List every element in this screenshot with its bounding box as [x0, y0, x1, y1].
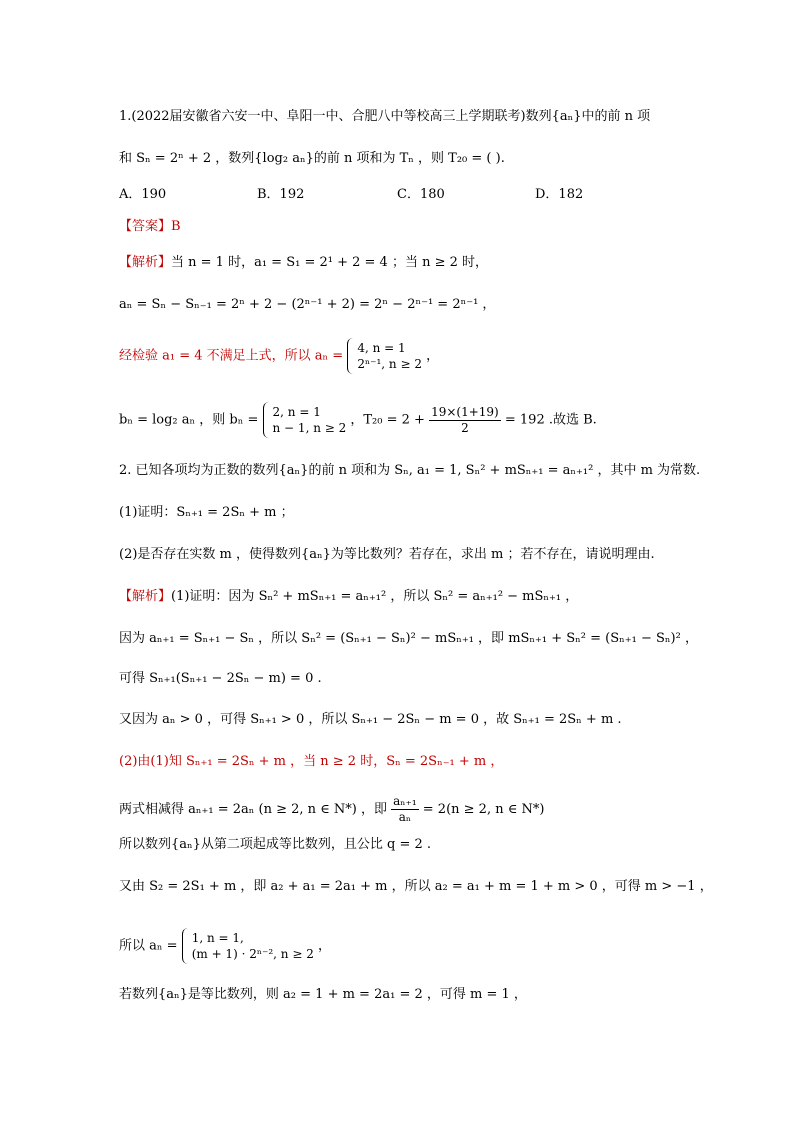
q2-sol6-denominator: aₙ	[398, 810, 412, 824]
q1-sol4-prefix: bₙ = log₂ aₙ ，则 bₙ =	[119, 412, 259, 428]
q1-analysis-label: 【解析】	[119, 255, 172, 270]
q1-option-a: A．190	[119, 187, 167, 202]
q2-solution-text1: (1)证明：因为 Sₙ² + mSₙ₊₁ = aₙ₊₁² ，所以 Sₙ² = aₙ₊₁² − mSₙ₊₁ ，	[171, 589, 579, 604]
q2-sol6-prefix: 两式相减得 aₙ₊₁ = 2aₙ (n ≥ 2, n ∈ N*) ，即	[119, 802, 387, 817]
q1-sol4-case1: 2, n = 1	[272, 405, 321, 419]
q2-part2: (2)是否存在实数 m ，使得数列{aₙ}为等比数列？若存在，求出 m ；若不存在，请说明理由.	[119, 547, 655, 562]
q1-sol4-fraction	[429, 405, 501, 436]
q2-solution-line7: 所以数列{aₙ}从第二项起成等比数列，且公比 q = 2 .	[119, 837, 432, 852]
q2-sol6-fraction	[391, 794, 419, 825]
q1-answer	[119, 218, 734, 236]
q1-option-c: C．180	[397, 187, 445, 202]
q2-stem: 2. 已知各项均为正数的数列{aₙ}的前 n 项和为 Sₙ, a₁ = 1, Sₙ² + mSₙ₊₁ = aₙ₊₁² ，其中 m 为常数.	[119, 463, 701, 478]
q2-sol6-suffix: = 2(n ≥ 2, n ∈ N*)	[422, 802, 545, 817]
q1-answer-value: B	[171, 219, 181, 234]
q1-option-d: D．182	[535, 187, 584, 202]
q2-solution-line6	[119, 794, 734, 825]
q1-sol3-prefix: 经检验 a₁ = 4 不满足上式，所以 aₙ =	[119, 348, 344, 364]
q1-sol4-denominator: 2	[461, 420, 469, 435]
q2-part1: (1)证明：Sₙ₊₁ = 2Sₙ + m ；	[119, 505, 294, 520]
q2-analysis-label: 【解析】	[119, 589, 172, 604]
q1-sol3-suffix: ，	[426, 348, 440, 364]
q1-sol4-cases	[263, 404, 347, 436]
q2-sol9-prefix: 所以 aₙ =	[119, 938, 178, 954]
q1-solution-line1	[119, 254, 734, 272]
q2-sol9-cases	[182, 930, 314, 962]
q2-sol6-numerator: aₙ₊₁	[393, 794, 417, 808]
q2-solution-line5: (2)由(1)知 Sₙ₊₁ = 2Sₙ + m ，当 n ≥ 2 时，Sₙ = 2Sₙ₋₁ + m ，	[119, 754, 504, 769]
brace-mark	[263, 402, 272, 438]
q1-option-b: B．192	[257, 187, 305, 202]
q1-sol3-case1: 4, n = 1	[357, 341, 406, 355]
q1-solution-text1: 当 n = 1 时，a₁ = S₁ = 2¹ + 2 = 4 ；当 n ≥ 2 时，	[171, 255, 489, 270]
q2-solution-line4: 又因为 aₙ > 0 ，可得 Sₙ₊₁ > 0 ，所以 Sₙ₊₁ − 2Sₙ − m = 0 ，故 Sₙ₊₁ = 2Sₙ + m .	[119, 712, 622, 727]
q2-solution-line2: 因为 aₙ₊₁ = Sₙ₊₁ − Sₙ ，所以 Sₙ² = (Sₙ₊₁ − Sₙ)² − mSₙ₊₁ ，即 mSₙ₊₁ + Sₙ² = (Sₙ₊₁ − Sₙ)² ，	[119, 631, 698, 646]
q2-solution-line1	[119, 588, 734, 606]
q2-sol9-case2: (m + 1) · 2ⁿ⁻², n ≥ 2	[191, 947, 314, 961]
q1-sol4-suffix: = 192 .故选 B.	[504, 412, 597, 428]
q1-sol4-mid: ，T₂₀ = 2 +	[350, 412, 425, 428]
q2-solution-line3: 可得 Sₙ₊₁(Sₙ₊₁ − 2Sₙ − m) = 0 .	[119, 671, 322, 686]
q1-sol3-cases	[347, 340, 422, 372]
q2-solution-line9	[119, 930, 734, 962]
q1-stem-line2: 和 Sₙ = 2ⁿ + 2 ，数列{log₂ aₙ}的前 n 项和为 Tₙ ，则 T₂₀ = ( ).	[119, 151, 505, 166]
q1-sol3-case2: 2ⁿ⁻¹, n ≥ 2	[357, 357, 422, 371]
q1-stem-line1: 1.(2022届安徽省六安一中、阜阳一中、合肥八中等校高三上学期联考)数列{aₙ}中的前 n 项	[119, 109, 651, 124]
q2-solution-line8: 又由 S₂ = 2S₁ + m ，即 a₂ + a₁ = 2a₁ + m ，所以 a₂ = a₁ + m = 1 + m > 0 ，可得 m > −1 ，	[119, 879, 713, 894]
q1-solution-line4	[119, 404, 734, 436]
q1-sol4-numerator: 19×(1+19)	[431, 404, 499, 419]
q2-solution-line10: 若数列{aₙ}是等比数列，则 a₂ = 1 + m = 2a₁ = 2 ，可得 m = 1 ，	[119, 987, 527, 1002]
q1-solution-line3	[119, 340, 734, 372]
q2-sol9-case1: 1, n = 1,	[191, 931, 244, 945]
brace-mark	[347, 338, 356, 374]
brace-mark	[182, 928, 191, 964]
q1-sol4-case2: n − 1, n ≥ 2	[272, 421, 347, 435]
q1-answer-label: 【答案】	[119, 219, 172, 234]
q1-solution-line2: aₙ = Sₙ − Sₙ₋₁ = 2ⁿ + 2 − (2ⁿ⁻¹ + 2) = 2ⁿ − 2ⁿ⁻¹ = 2ⁿ⁻¹ ，	[119, 297, 496, 312]
q2-sol9-suffix: ，	[317, 938, 331, 954]
